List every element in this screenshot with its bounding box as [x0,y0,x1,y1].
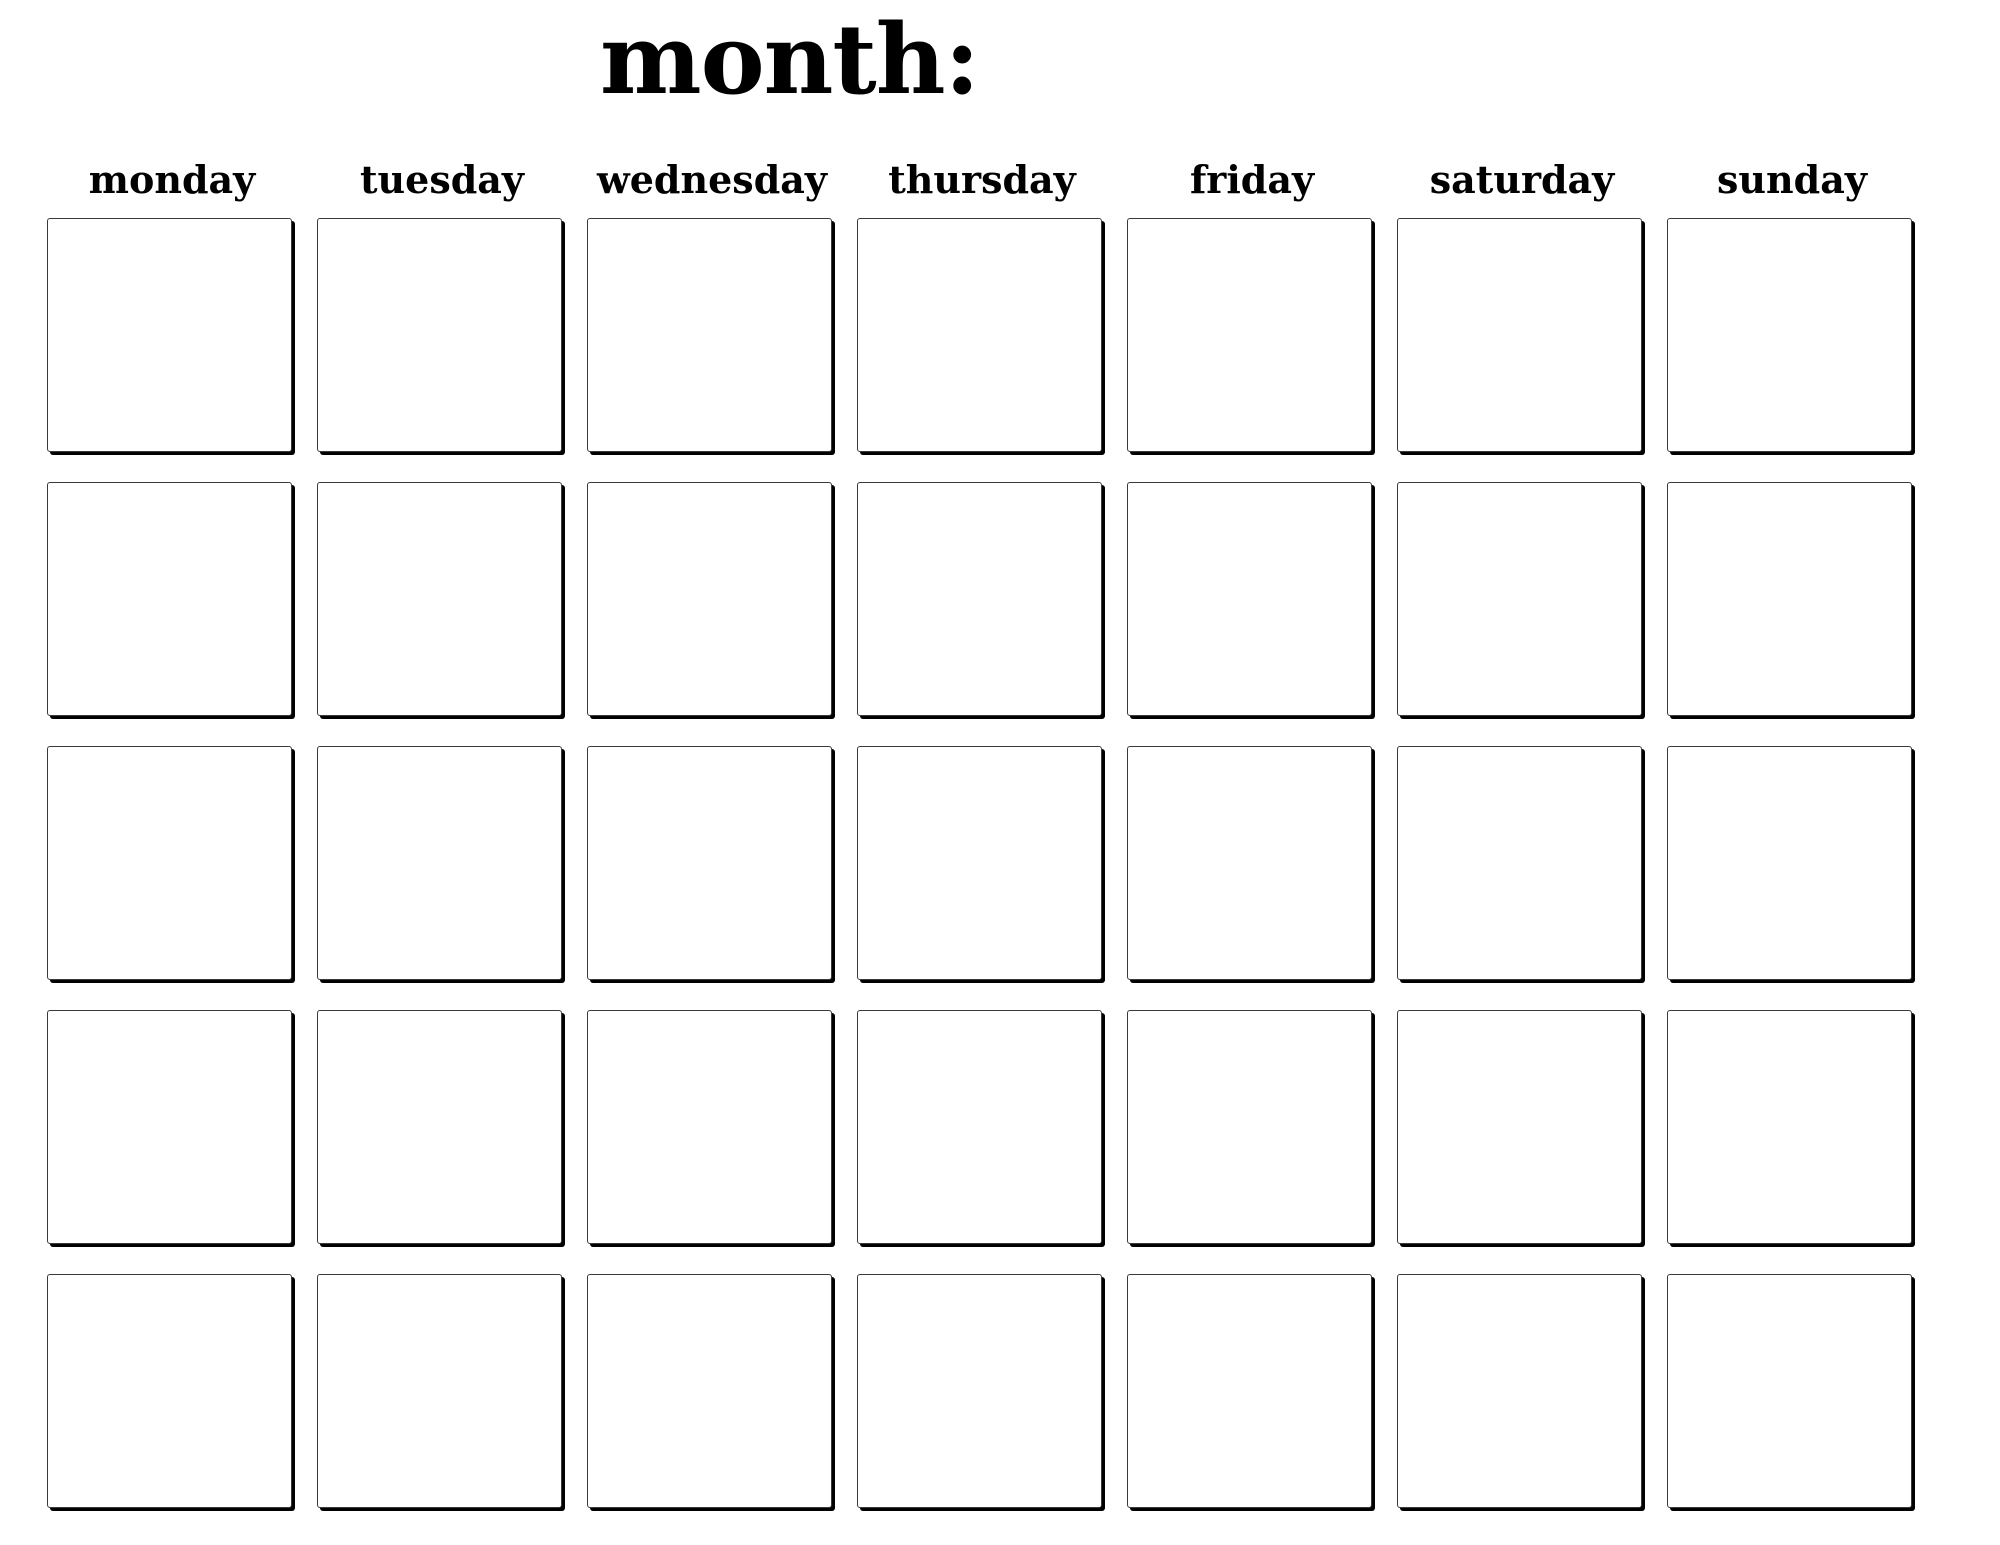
day-cell-saturday-week-3[interactable] [1397,746,1642,980]
page-title: month: [600,3,979,116]
day-cell-friday-week-1[interactable] [1127,218,1372,452]
day-cell-wednesday-week-1[interactable] [587,218,832,452]
day-cell-monday-week-4[interactable] [47,1010,292,1244]
day-cell-monday-week-5[interactable] [47,1274,292,1508]
day-cell-thursday-week-1[interactable] [857,218,1102,452]
weekday-tuesday: tuesday [359,157,525,202]
day-cell-friday-week-5[interactable] [1127,1274,1372,1508]
day-cell-wednesday-week-3[interactable] [587,746,832,980]
day-cell-saturday-week-4[interactable] [1397,1010,1642,1244]
day-cell-tuesday-week-4[interactable] [317,1010,562,1244]
weekday-saturday: saturday [1429,157,1615,202]
day-cell-monday-week-3[interactable] [47,746,292,980]
day-cell-saturday-week-5[interactable] [1397,1274,1642,1508]
day-cell-saturday-week-1[interactable] [1397,218,1642,452]
day-cell-tuesday-week-1[interactable] [317,218,562,452]
day-cell-sunday-week-1[interactable] [1667,218,1912,452]
day-cell-friday-week-3[interactable] [1127,746,1372,980]
day-cell-tuesday-week-3[interactable] [317,746,562,980]
weekday-sunday: sunday [1717,157,1867,202]
day-cell-saturday-week-2[interactable] [1397,482,1642,716]
day-cell-sunday-week-4[interactable] [1667,1010,1912,1244]
day-cell-monday-week-1[interactable] [47,218,292,452]
weekday-thursday: thursday [888,157,1076,202]
weekday-wednesday: wednesday [597,157,827,202]
day-cell-thursday-week-5[interactable] [857,1274,1102,1508]
day-cell-wednesday-week-5[interactable] [587,1274,832,1508]
day-cell-friday-week-2[interactable] [1127,482,1372,716]
day-cell-monday-week-2[interactable] [47,482,292,716]
day-cell-thursday-week-4[interactable] [857,1010,1102,1244]
day-cell-thursday-week-2[interactable] [857,482,1102,716]
day-cell-wednesday-week-4[interactable] [587,1010,832,1244]
day-cell-thursday-week-3[interactable] [857,746,1102,980]
day-cell-tuesday-week-2[interactable] [317,482,562,716]
day-cell-wednesday-week-2[interactable] [587,482,832,716]
day-cell-tuesday-week-5[interactable] [317,1274,562,1508]
day-cell-friday-week-4[interactable] [1127,1010,1372,1244]
day-cell-sunday-week-5[interactable] [1667,1274,1912,1508]
weekday-friday: friday [1189,157,1315,202]
day-cell-sunday-week-2[interactable] [1667,482,1912,716]
weekday-monday: monday [88,157,256,202]
day-cell-sunday-week-3[interactable] [1667,746,1912,980]
